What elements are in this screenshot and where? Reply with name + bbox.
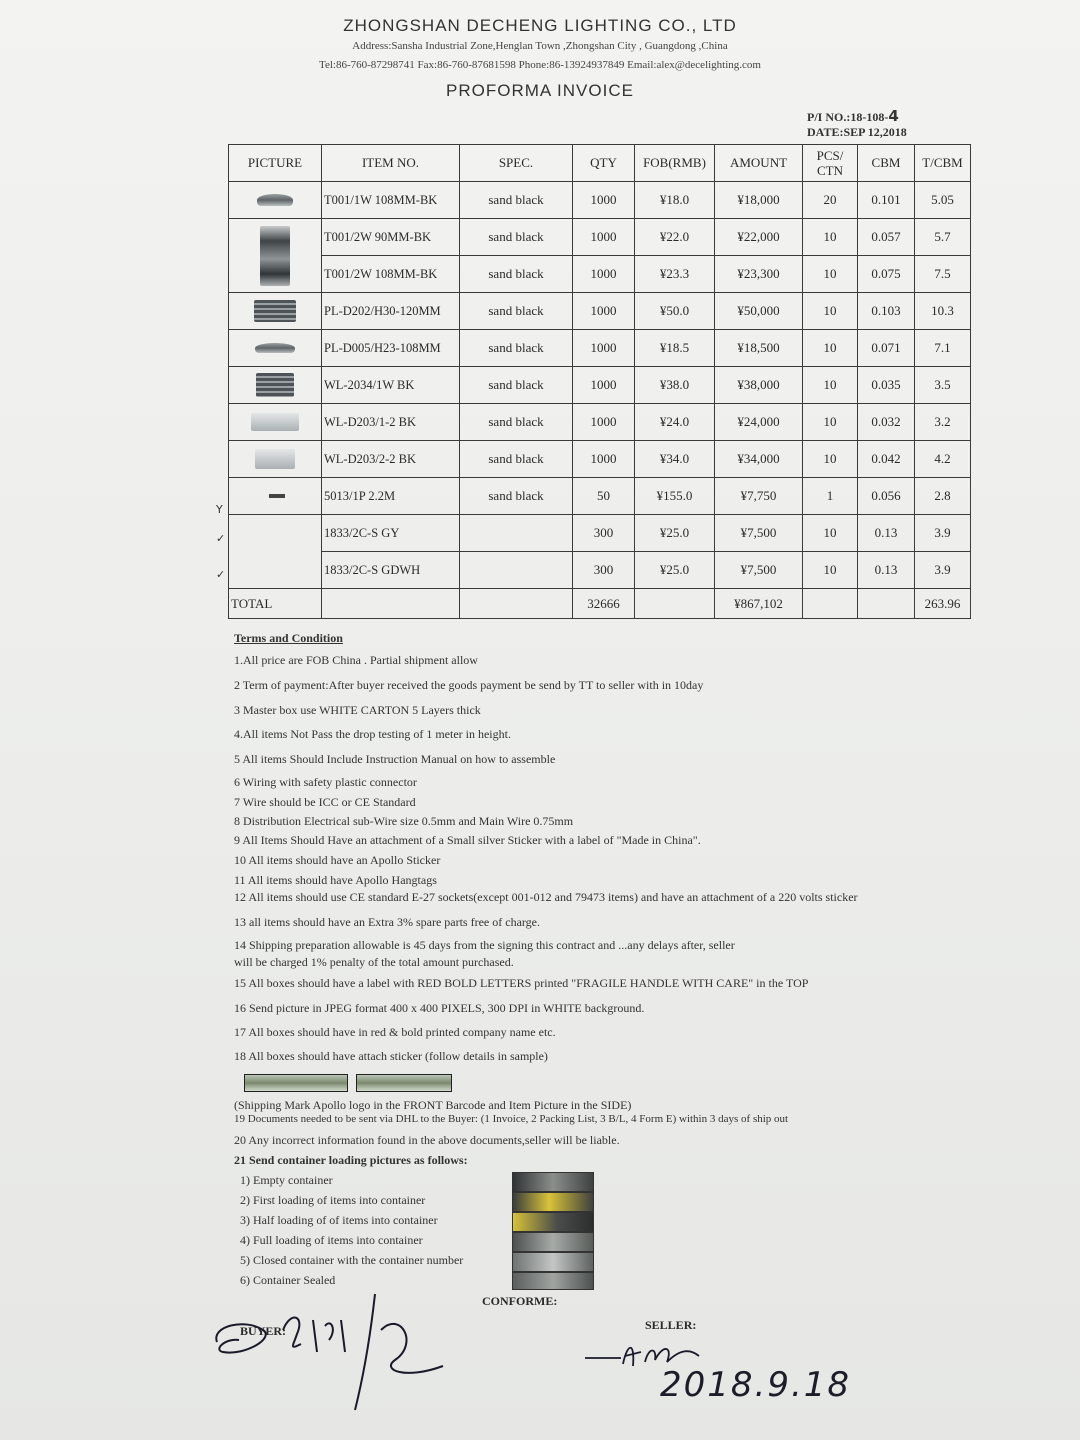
total-empty [803, 589, 858, 619]
term-item: 3 Master box use WHITE CARTON 5 Layers thick [234, 703, 481, 717]
cbm: 0.057 [858, 219, 915, 256]
item-no: WL-2034/1W BK [322, 367, 460, 404]
qty: 300 [573, 515, 635, 552]
total-cbm: 2.8 [915, 478, 971, 515]
term-item: 20 Any incorrect information found in the above documents,seller will be liable. [234, 1133, 620, 1147]
cbm: 0.103 [858, 293, 915, 330]
total-empty [460, 589, 573, 619]
total-cbm: 3.9 [915, 515, 971, 552]
container-photo [512, 1232, 594, 1252]
total-cbm: 3.2 [915, 404, 971, 441]
product-image-wall-light-double [251, 413, 299, 431]
table-row [229, 478, 971, 515]
table-row [229, 515, 971, 552]
term-item: 13 all items should have an Extra 3% spare parts free of charge. [234, 915, 540, 929]
col-header-fob: FOB(RMB) [635, 145, 715, 182]
term-item: 17 All boxes should have in red & bold printed company name etc. [234, 1025, 556, 1039]
spec: sand black [460, 219, 573, 256]
item-no: PL-D005/H23-108MM [322, 330, 460, 367]
qty: 1000 [573, 219, 635, 256]
amount: ¥38,000 [715, 367, 803, 404]
item-no: T001/2W 90MM-BK [322, 219, 460, 256]
term-item: 9 All Items Should Have an attachment of a Small silver Sticker with a label of "Made in China". [234, 833, 701, 847]
spec [460, 515, 573, 552]
pcs-per-ctn: 10 [803, 552, 858, 589]
amount: ¥18,500 [715, 330, 803, 367]
col-header-spec: SPEC. [460, 145, 573, 182]
product-picture [229, 219, 322, 293]
amount: ¥7,500 [715, 552, 803, 589]
fob-price: ¥24.0 [635, 404, 715, 441]
col-header-picture: PICTURE [229, 145, 322, 182]
term-item: (Shipping Mark Apollo logo in the FRONT Barcode and Item Picture in the SIDE) [234, 1098, 632, 1112]
total-label: TOTAL [229, 589, 322, 619]
term-item: 7 Wire should be ICC or CE Standard [234, 795, 416, 809]
buyer-label: BUYER: [240, 1324, 287, 1338]
amount: ¥7,500 [715, 515, 803, 552]
loading-step: 5) Closed container with the container number [240, 1253, 464, 1267]
pcs-per-ctn: 10 [803, 367, 858, 404]
cbm: 0.056 [858, 478, 915, 515]
container-photo [512, 1272, 594, 1290]
amount: ¥34,000 [715, 441, 803, 478]
fob-price: ¥23.3 [635, 256, 715, 293]
table-row [229, 330, 971, 367]
spec [460, 552, 573, 589]
buyer-signature [205, 1290, 455, 1420]
table-row [229, 219, 971, 256]
pi-number [807, 107, 899, 125]
total-qty: 32666 [573, 589, 635, 619]
item-no: WL-D203/2-2 BK [322, 441, 460, 478]
pcs-per-ctn: 10 [803, 441, 858, 478]
terms-title: Terms and Condition [234, 631, 343, 645]
product-picture [229, 367, 322, 404]
spec: sand black [460, 182, 573, 219]
qty: 1000 [573, 182, 635, 219]
term-item: 16 Send picture in JPEG format 400 x 400 PIXELS, 300 DPI in WHITE background. [234, 1001, 645, 1015]
item-no: 1833/2C-S GY [322, 515, 460, 552]
qty: 1000 [573, 256, 635, 293]
conforme-label: CONFORME: [482, 1294, 558, 1308]
total-empty [635, 589, 715, 619]
cbm: 0.13 [858, 552, 915, 589]
table-row [229, 293, 971, 330]
fob-price: ¥155.0 [635, 478, 715, 515]
col-header-pcs-ctn [803, 145, 858, 182]
product-image-track-light [257, 194, 293, 206]
total-empty [858, 589, 915, 619]
pcs-per-ctn: 1 [803, 478, 858, 515]
term-item: 21 Send container loading pictures as follows: [234, 1153, 468, 1167]
table-row [229, 404, 971, 441]
term-item: will be charged 1% penalty of the total amount purchased. [234, 955, 514, 969]
table-row [229, 552, 971, 589]
loading-step: 3) Half loading of of items into container [240, 1213, 438, 1227]
pcs-per-ctn: 20 [803, 182, 858, 219]
cbm: 0.071 [858, 330, 915, 367]
item-no: T001/2W 108MM-BK [322, 256, 460, 293]
total-amount: ¥867,102 [715, 589, 803, 619]
spec: sand black [460, 404, 573, 441]
fob-price: ¥18.0 [635, 182, 715, 219]
product-picture [229, 182, 322, 219]
qty: 1000 [573, 367, 635, 404]
product-image-pendant [254, 300, 296, 322]
loading-step: 4) Full loading of items into container [240, 1233, 423, 1247]
product-image-track-light-double [260, 226, 290, 286]
fob-price: ¥38.0 [635, 367, 715, 404]
company-contacts: Tel:86-760-87298741 Fax:86-760-87681598 Phone:86-13924937849 Email:alex@decelighting.com [319, 59, 761, 71]
margin-checkmark: Y [216, 503, 223, 516]
total-cbm: 7.5 [915, 256, 971, 293]
col-header-item-no: ITEM NO. [322, 145, 460, 182]
amount: ¥23,300 [715, 256, 803, 293]
term-item: 15 All boxes should have a label with RED BOLD LETTERS printed "FRAGILE HANDLE WITH CARE" in the TOP [234, 976, 809, 990]
seller-label: SELLER: [645, 1318, 697, 1332]
container-photo [512, 1252, 594, 1272]
item-no: 5013/1P 2.2M [322, 478, 460, 515]
pi-number-handwritten: 4 [888, 107, 899, 125]
total-cbm: 10.3 [915, 293, 971, 330]
total-cbm: 5.05 [915, 182, 971, 219]
col-header-tcbm: T/CBM [915, 145, 971, 182]
table-row [229, 256, 971, 293]
spec: sand black [460, 330, 573, 367]
cbm: 0.101 [858, 182, 915, 219]
product-picture [229, 515, 322, 589]
qty: 1000 [573, 330, 635, 367]
document-title: PROFORMA INVOICE [446, 81, 634, 100]
term-item: 1.All price are FOB China . Partial shipment allow [234, 653, 478, 667]
total-cbm: 3.5 [915, 367, 971, 404]
fob-price: ¥25.0 [635, 552, 715, 589]
table-row [229, 367, 971, 404]
loading-step: 1) Empty container [240, 1173, 333, 1187]
product-picture [229, 293, 322, 330]
cbm: 0.042 [858, 441, 915, 478]
table-row [229, 441, 971, 478]
term-item: 8 Distribution Electrical sub-Wire size 0.5mm and Main Wire 0.75mm [234, 814, 574, 828]
amount: ¥22,000 [715, 219, 803, 256]
fob-price: ¥22.0 [635, 219, 715, 256]
term-item: 6 Wiring with safety plastic connector [234, 775, 417, 789]
term-item: 18 All boxes should have attach sticker (follow details in sample) [234, 1049, 548, 1063]
total-cbm: 4.2 [915, 441, 971, 478]
spec: sand black [460, 367, 573, 404]
item-no: T001/1W 108MM-BK [322, 182, 460, 219]
cbm: 0.075 [858, 256, 915, 293]
term-item: 5 All items Should Include Instruction Manual on how to assemble [234, 752, 556, 766]
cbm: 0.13 [858, 515, 915, 552]
cbm: 0.035 [858, 367, 915, 404]
container-photo [512, 1172, 594, 1192]
pcs-per-ctn: 10 [803, 515, 858, 552]
pi-number-label: P/I NO.:18-108- [807, 110, 889, 124]
total-empty [322, 589, 460, 619]
amount: ¥24,000 [715, 404, 803, 441]
invoice-table [228, 144, 971, 619]
table-total-row [229, 589, 971, 619]
product-picture [229, 330, 322, 367]
amount: ¥50,000 [715, 293, 803, 330]
spec: sand black [460, 256, 573, 293]
total-cbm: 5.7 [915, 219, 971, 256]
table-row [229, 182, 971, 219]
product-image-pendant-flat [255, 343, 295, 353]
sample-sticker-image [356, 1074, 452, 1092]
pcs-per-ctn: 10 [803, 219, 858, 256]
sample-sticker-image [244, 1074, 348, 1092]
invoice-date: DATE:SEP 12,2018 [807, 125, 907, 139]
container-photo [512, 1212, 594, 1232]
fob-price: ¥25.0 [635, 515, 715, 552]
margin-checkmark: ✓ [216, 568, 226, 581]
term-item: 10 All items should have an Apollo Sticker [234, 853, 441, 867]
col-header-qty: QTY [573, 145, 635, 182]
total-tcbm: 263.96 [915, 589, 971, 619]
product-image-wall-light-2 [255, 449, 295, 469]
item-no: WL-D203/1-2 BK [322, 404, 460, 441]
container-photo [512, 1192, 594, 1212]
item-no: PL-D202/H30-120MM [322, 293, 460, 330]
pcs-per-ctn: 10 [803, 256, 858, 293]
loading-step: 6) Container Sealed [240, 1273, 336, 1287]
term-item: 12 All items should use CE standard E-27 sockets(except 001-012 and 79473 items) and have an attachment of a 220 volts sticker [234, 890, 858, 904]
spec: sand black [460, 478, 573, 515]
qty: 300 [573, 552, 635, 589]
col-header-amount: AMOUNT [715, 145, 803, 182]
seller-signature-date: 2018.9.18 [660, 1365, 852, 1405]
loading-step: 2) First loading of items into container [240, 1193, 426, 1207]
term-item: 14 Shipping preparation allowable is 45 days from the signing this contract and ...any delays after, seller [234, 938, 735, 952]
qty: 1000 [573, 404, 635, 441]
term-item: 11 All items should have Apollo Hangtags [234, 873, 437, 887]
margin-checkmark: ✓ [216, 532, 226, 545]
qty: 1000 [573, 293, 635, 330]
product-picture [229, 441, 322, 478]
amount: ¥7,750 [715, 478, 803, 515]
col-header-cbm: CBM [858, 145, 915, 182]
term-item: 2 Term of payment:After buyer received the goods payment be send by TT to seller with in 10day [234, 678, 704, 692]
pcs-ctn-top: PCS/ [816, 148, 844, 163]
fob-price: ¥34.0 [635, 441, 715, 478]
total-cbm: 3.9 [915, 552, 971, 589]
company-name: ZHONGSHAN DECHENG LIGHTING CO., LTD [343, 16, 737, 35]
term-item: 19 Documents needed to be sent via DHL to the Buyer: (1 Invoice, 2 Packing List, 3 B/L, 4 Form E) within 3 days of ship out [234, 1113, 789, 1125]
product-image-wall-light [256, 373, 294, 397]
pcs-per-ctn: 10 [803, 293, 858, 330]
fob-price: ¥18.5 [635, 330, 715, 367]
fob-price: ¥50.0 [635, 293, 715, 330]
spec: sand black [460, 293, 573, 330]
table-header-row [229, 145, 971, 182]
total-cbm: 7.1 [915, 330, 971, 367]
cbm: 0.032 [858, 404, 915, 441]
item-no: 1833/2C-S GDWH [322, 552, 460, 589]
pcs-per-ctn: 10 [803, 404, 858, 441]
pcs-per-ctn: 10 [803, 330, 858, 367]
pcs-ctn-bottom: CTN [817, 163, 843, 178]
company-address: Address:Sansha Industrial Zone,Henglan Town ,Zhongshan City , Guangdong ,China [352, 40, 728, 52]
amount: ¥18,000 [715, 182, 803, 219]
term-item: 4.All items Not Pass the drop testing of 1 meter in height. [234, 727, 511, 741]
qty: 50 [573, 478, 635, 515]
spec: sand black [460, 441, 573, 478]
product-picture [229, 478, 322, 515]
product-picture [229, 404, 322, 441]
qty: 1000 [573, 441, 635, 478]
